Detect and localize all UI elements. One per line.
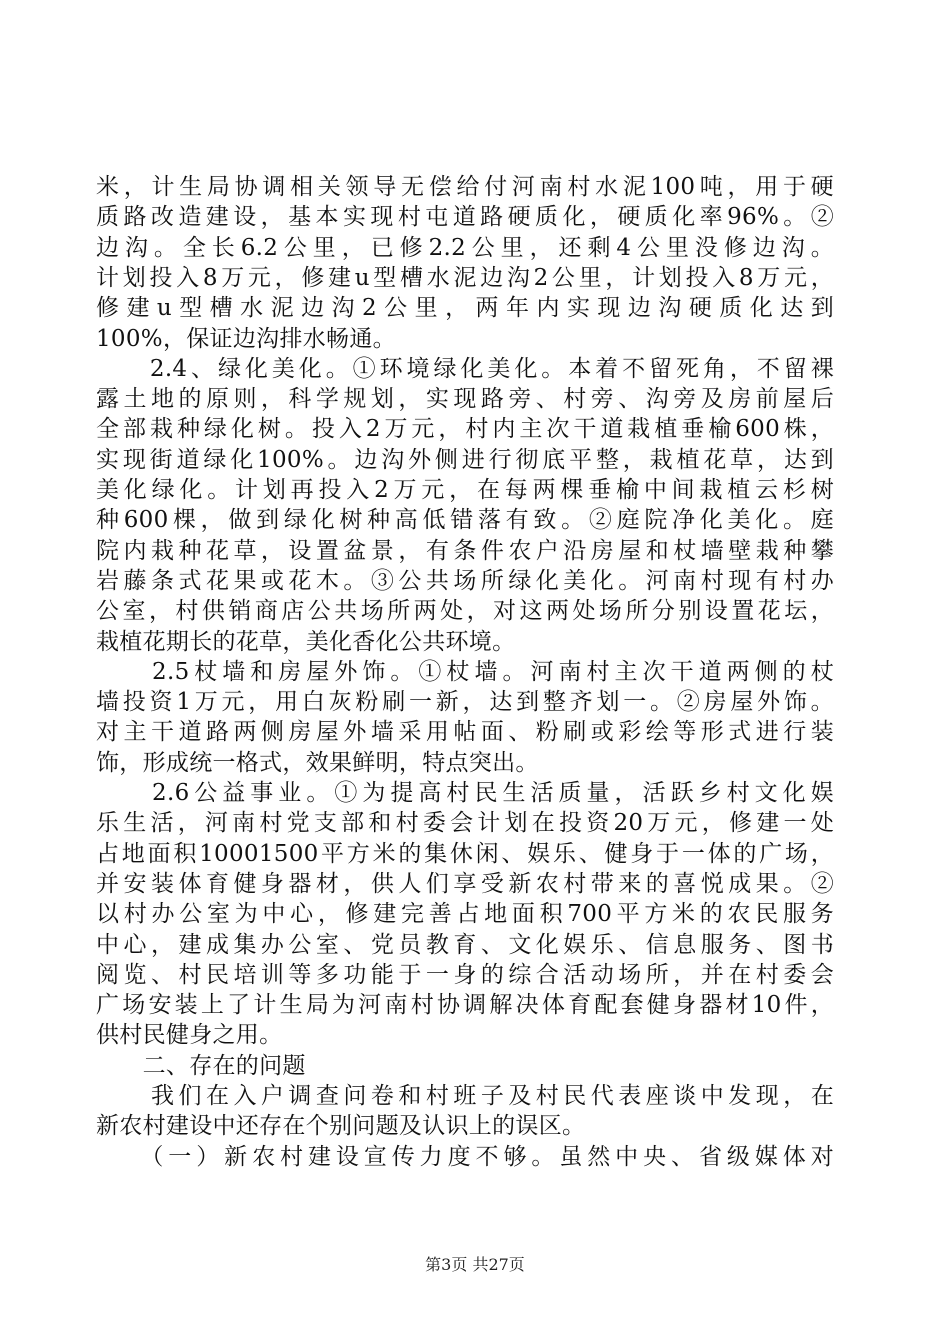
text-line: 栽植花期长的花草，美化香化公共环境。 xyxy=(96,628,516,655)
text-line: 并安装体育健身器材，供人们享受新农村带来的喜悦成果。② xyxy=(96,870,834,897)
text-line: 修建u型槽水泥边沟2公里，两年内实现边沟硬质化达到 xyxy=(96,295,834,322)
text-line: 实现街道绿化100%。边沟外侧进行彻底平整，栽植花草，达到 xyxy=(96,446,834,473)
text-line: 2.4、绿化美化。①环境绿化美化。本着不留死角，不留裸 xyxy=(96,355,834,382)
text-line: 我们在入户调查问卷和村班子及村民代表座谈中发现，在 xyxy=(96,1083,834,1109)
text-line: 乐生活，河南村党支部和村委会计划在投资20万元，修建一处 xyxy=(96,810,834,837)
text-line: 种600棵，做到绿化树种高低错落有致。②庭院净化美化。庭 xyxy=(96,507,834,534)
text-line: 阅览、村民培训等多功能于一身的综合活动场所，并在村委会 xyxy=(96,961,834,988)
text-line: 中心，建成集办公室、党员教育、文化娱乐、信息服务、图书 xyxy=(96,931,834,958)
text-line: 计划投入8万元，修建u型槽水泥边沟2公里，计划投入8万元， xyxy=(96,264,834,291)
text-line: 2.5杖墙和房屋外饰。①杖墙。河南村主次干道两侧的杖 xyxy=(96,658,834,685)
text-line: 米，计生局协调相关领导无偿给付河南村水泥100吨，用于硬 xyxy=(96,174,834,200)
page-number: 第3页 共27页 xyxy=(425,1255,525,1274)
text-line: 饰，形成统一格式，效果鲜明，特点突出。 xyxy=(96,749,539,776)
text-line: 2.6公益事业。①为提高村民生活质量，活跃乡村文化娱 xyxy=(96,780,834,806)
text-line: 美化绿化。计划再投入2万元，在每两棵垂榆中间栽植云杉树 xyxy=(96,477,834,503)
text-line: 质路改造建设，基本实现村屯道路硬质化，硬质化率96%。② xyxy=(96,204,834,231)
text-line: 广场安装上了计生局为河南村协调解决体育配套健身器材10件， xyxy=(96,992,834,1019)
text-line: 对主干道路两侧房屋外墙采用帖面、粉刷或彩绘等形式进行装 xyxy=(96,719,834,746)
text-line: 公室，村供销商店公共场所两处，对这两处场所分别设置花坛， xyxy=(96,598,834,625)
text-line: 新农村建设中还存在个别问题及认识上的误区。 xyxy=(96,1113,586,1140)
text-line: （一）新农村建设宣传力度不够。虽然中央、省级媒体对 xyxy=(96,1143,834,1170)
text-line: 二、存在的问题 xyxy=(96,1052,306,1079)
text-line: 边沟。全长6.2公里，已修2.2公里，还剩4公里没修边沟。 xyxy=(96,234,834,261)
text-line: 100%，保证边沟排水畅通。 xyxy=(96,325,396,352)
text-line: 全部栽种绿化树。投入2万元，村内主次干道栽植垂榆600株， xyxy=(96,416,834,443)
text-line: 以村办公室为中心，修建完善占地面积700平方米的农民服务 xyxy=(96,901,834,928)
text-line: 院内栽种花草，设置盆景，有条件农户沿房屋和杖墙壁栽种攀 xyxy=(96,537,834,564)
text-line: 供村民健身之用。 xyxy=(96,1022,283,1049)
text-line: 岩藤条式花果或花木。③公共场所绿化美化。河南村现有村办 xyxy=(96,567,834,594)
text-line: 占地面积10001500平方米的集休闲、娱乐、健身于一体的广场， xyxy=(96,840,834,867)
text-line: 墙投资1万元，用白灰粉刷一新，达到整齐划一。②房屋外饰。 xyxy=(96,689,834,716)
text-line: 露土地的原则，科学规划，实现路旁、村旁、沟旁及房前屋后 xyxy=(96,386,834,413)
